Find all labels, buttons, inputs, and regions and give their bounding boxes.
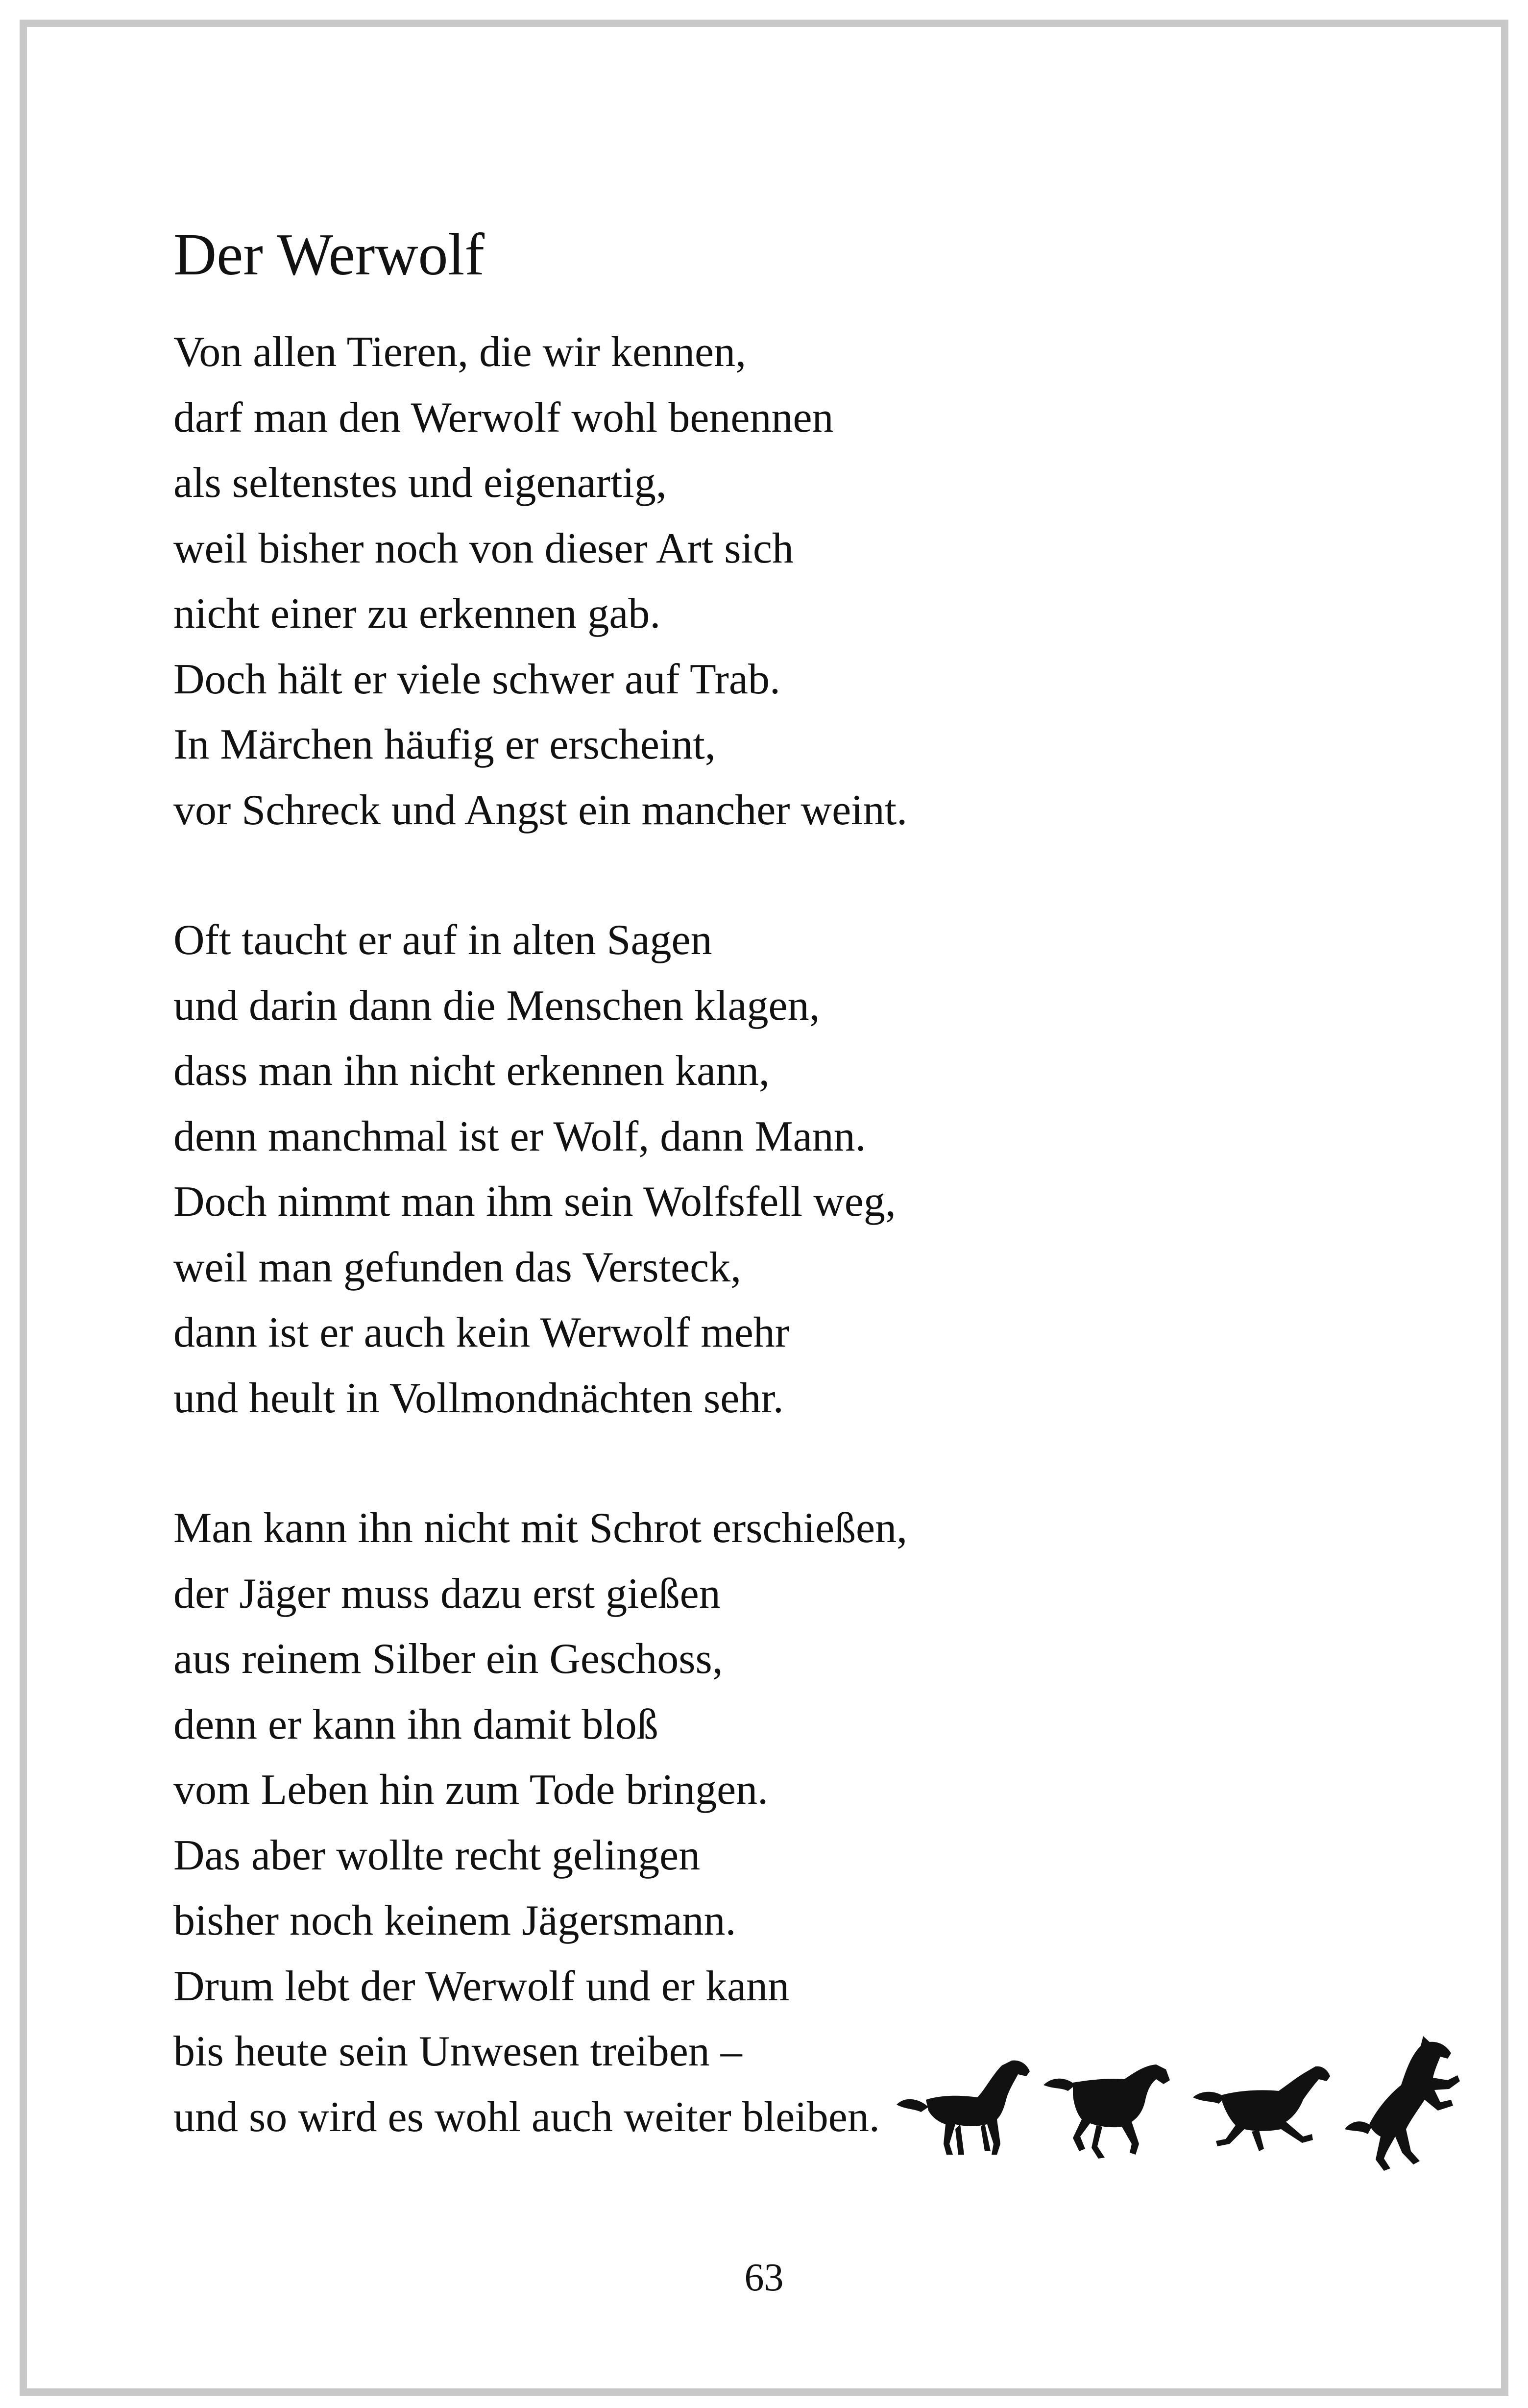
- poem-line: als seltenstes und eigenartig,: [173, 459, 667, 507]
- poem-line: vor Schreck und Angst ein mancher weint.: [173, 786, 908, 834]
- stanza-3: [173, 1496, 907, 2150]
- horse-silhouettes-icon: [887, 2026, 1465, 2188]
- poem-line: denn er kann ihn damit bloß: [173, 1700, 658, 1748]
- poem-line: Drum lebt der Werwolf und er kann: [173, 1962, 790, 2010]
- page-number: 63: [744, 2256, 784, 2299]
- poem-line: Von allen Tieren, die wir kennen,: [173, 328, 747, 376]
- poem-line: Doch nimmt man ihm sein Wolfsfell weg,: [173, 1178, 896, 1226]
- poem-line: dann ist er auch kein Werwolf mehr: [173, 1309, 790, 1356]
- poem-line: denn manchmal ist er Wolf, dann Mann.: [173, 1112, 866, 1160]
- poem-line: und heult in Vollmondnächten sehr.: [173, 1374, 784, 1422]
- poem-line: weil man gefunden das Versteck,: [173, 1243, 742, 1291]
- poem-line: weil bisher noch von dieser Art sich: [173, 524, 794, 572]
- poem-line: der Jäger muss dazu erst gießen: [173, 1570, 721, 1618]
- horse-icon: [1043, 2064, 1170, 2159]
- poem-line: Oft taucht er auf in alten Sagen: [173, 916, 712, 964]
- poem-title: Der Werwolf: [173, 221, 485, 288]
- poem-line: Das aber wollte recht gelingen: [173, 1831, 701, 1879]
- poem-line: nicht einer zu erkennen gab.: [173, 590, 661, 638]
- horse-icon: [1345, 2036, 1460, 2171]
- poem-line: und so wird es wohl auch weiter bleiben.: [173, 2093, 880, 2141]
- poem-line: Doch hält er viele schwer auf Trab.: [173, 655, 780, 703]
- poem-line: bisher noch keinem Jägersmann.: [173, 1897, 736, 1944]
- stanza-2: [173, 908, 896, 1431]
- stanza-1: [173, 319, 907, 843]
- poem-line: und darin dann die Menschen klagen,: [173, 982, 820, 1030]
- poem-line: darf man den Werwolf wohl benennen: [173, 393, 834, 442]
- poem-line: In Märchen häufig er erscheint,: [173, 721, 716, 768]
- poem-line: Man kann ihn nicht mit Schrot erschießen,: [173, 1504, 908, 1552]
- poem-line: bis heute sein Unwesen treiben –: [173, 2028, 742, 2075]
- poem-line: dass man ihn nicht erkennen kann,: [173, 1047, 770, 1095]
- horse-icon: [1193, 2066, 1330, 2151]
- poem-line: aus reinem Silber ein Geschoss,: [173, 1635, 723, 1683]
- poem-line: vom Leben hin zum Tode bringen.: [173, 1766, 769, 1814]
- horse-icon: [897, 2061, 1030, 2155]
